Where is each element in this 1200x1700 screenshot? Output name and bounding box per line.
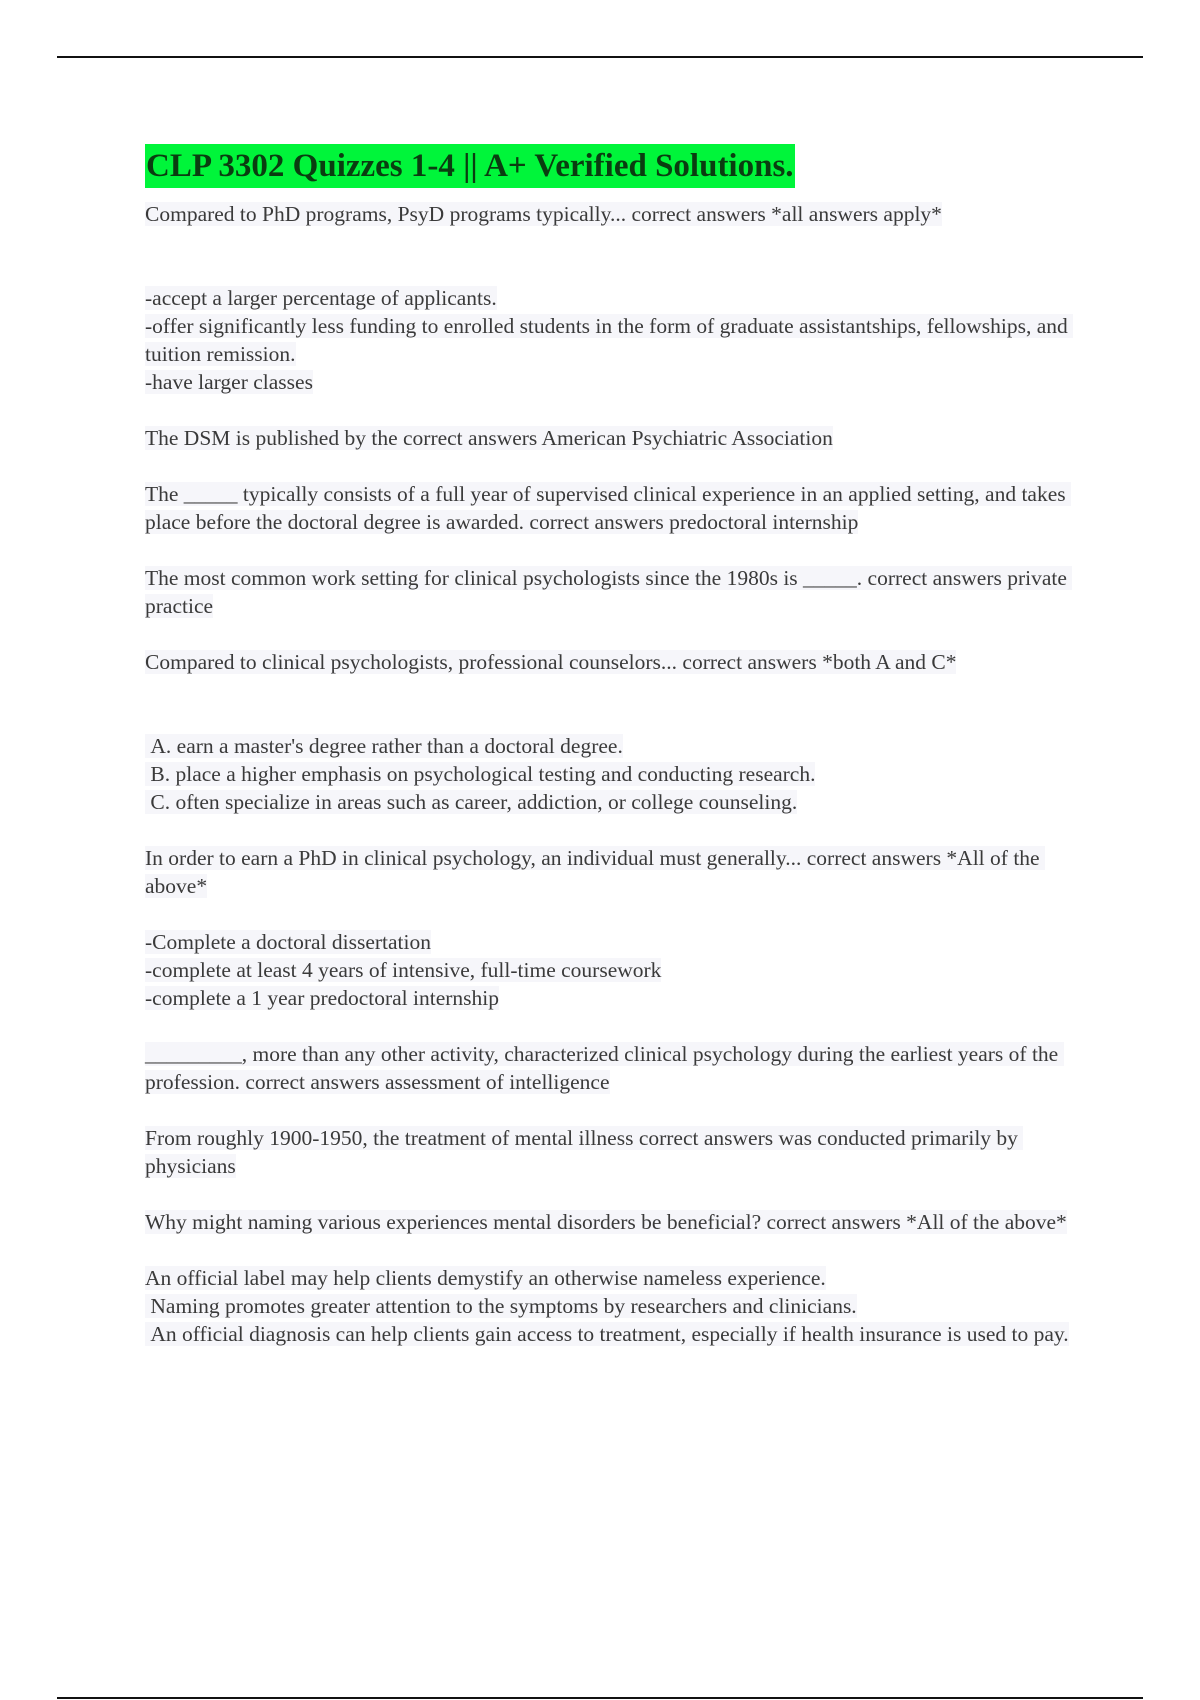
question-8: From roughly 1900-1950, the treatment of mental illness correct answers was conducted primarily by physicians (145, 1126, 1024, 1178)
question-4: The most common work setting for clinical psychologists since the 1980s is _____. correct answers private practice (145, 566, 1073, 618)
answer-list-9: An official label may help clients demystify an otherwise nameless experience. Naming promotes greater attention to the symptoms by researchers and clinicians. An official diagnosis can help clients gain access to treatment, especially if health insurance is used to pay. (145, 1266, 1069, 1346)
question-9: Why might naming various experiences mental disorders be beneficial? correct answers *All of the above* (145, 1210, 1067, 1234)
document-title: CLP 3302 Quizzes 1-4 || A+ Verified Solutions. (145, 144, 795, 188)
answer-list-5: A. earn a master's degree rather than a doctoral degree. B. place a higher emphasis on psychological testing and conducting research. C. often specialize in areas such as career, addiction, or college counseling. (145, 732, 1090, 816)
question-5: Compared to clinical psychologists, professional counselors... correct answers *both A and C* (145, 650, 957, 674)
question-7: _________, more than any other activity, characterized clinical psychology during the earliest years of the profession. correct answers assessment of intelligence (145, 1042, 1064, 1094)
document-body (145, 144, 1090, 1348)
question-1: Compared to PhD programs, PsyD programs typically... correct answers *all answers apply* (145, 202, 942, 226)
answer-list-6: -Complete a doctoral dissertation -complete at least 4 years of intensive, full-time coursework -complete a 1 year predoctoral internship (145, 930, 662, 1010)
question-3: The _____ typically consists of a full year of supervised clinical experience in an applied setting, and takes place before the doctoral degree is awarded. correct answers predoctoral internship (145, 482, 1072, 534)
bottom-rule (57, 1697, 1143, 1699)
question-6: In order to earn a PhD in clinical psychology, an individual must generally... correct answers *All of the above* (145, 846, 1045, 898)
answer-list-1: -accept a larger percentage of applicants. -offer significantly less funding to enrolled students in the form of graduate assistantships, fellowships, and tuition remission. -have larger classes (145, 284, 1090, 396)
top-rule (57, 56, 1143, 58)
question-2: The DSM is published by the correct answers American Psychiatric Association (145, 426, 833, 450)
